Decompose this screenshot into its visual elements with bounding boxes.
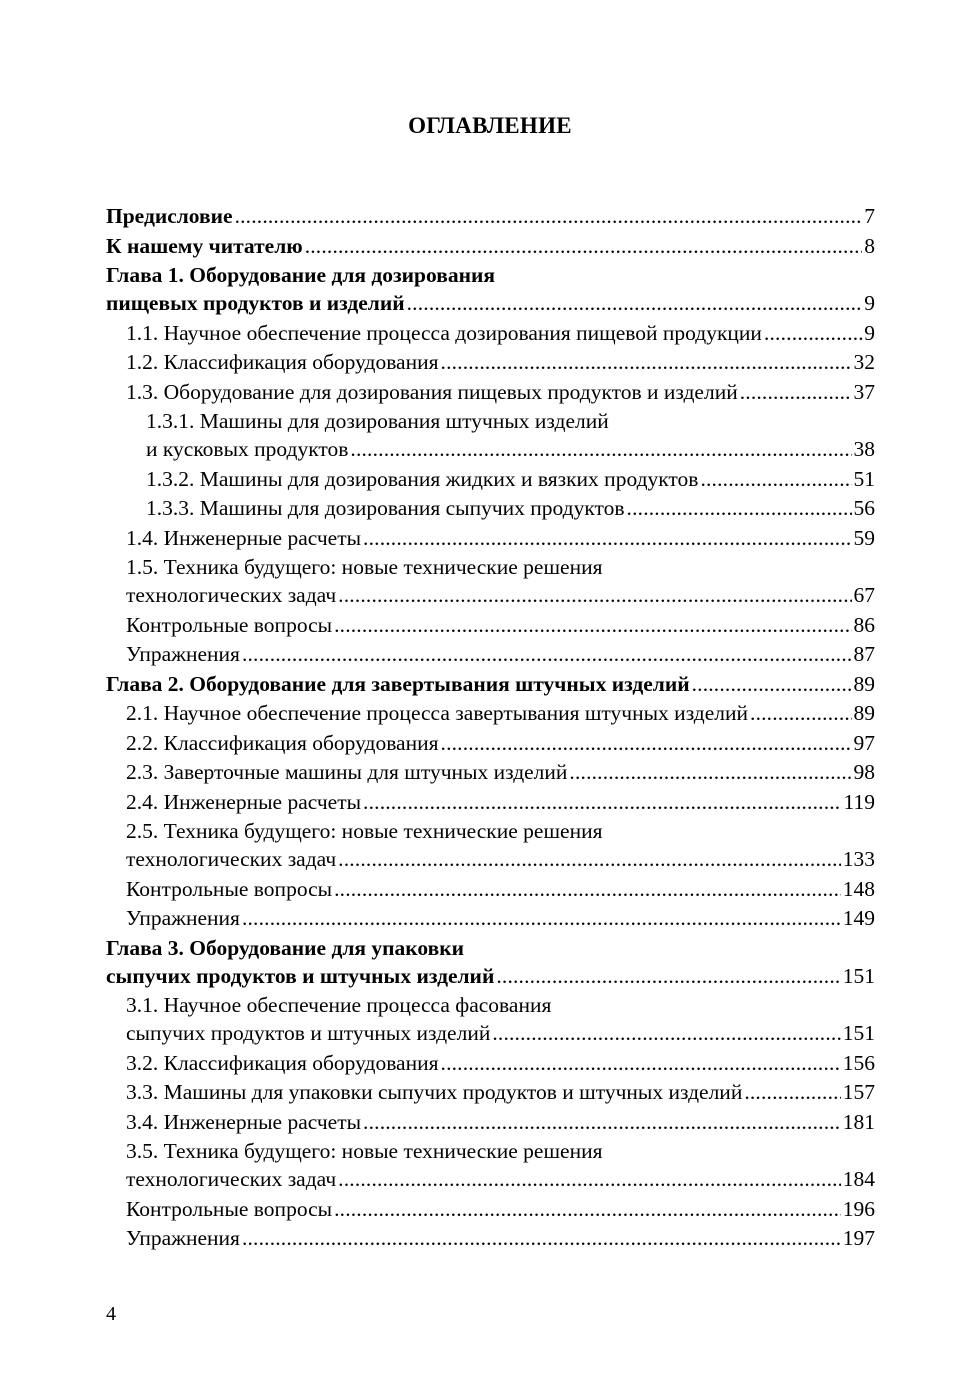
toc-entry[interactable] (126, 758, 875, 786)
toc-entry[interactable] (126, 1049, 875, 1077)
toc-entry-title: Глава 2. Оборудование для завертывания штучных изделий (106, 671, 690, 696)
dot-leader (407, 289, 863, 317)
toc-entry-page: 184 (842, 1167, 875, 1191)
toc-entry-title: 3.4. Инженерные расчеты (126, 1109, 362, 1134)
toc-entry-page: 87 (853, 642, 875, 666)
toc-entry[interactable] (106, 261, 875, 317)
dot-leader (764, 319, 862, 347)
toc-entry-title-line1: 1.3.1. Машины для дозирования штучных изделий (146, 409, 609, 433)
toc-entry-title: технологических задач (126, 847, 337, 871)
toc-entry[interactable] (126, 788, 875, 816)
toc-entry-page: 89 (853, 701, 875, 725)
toc-entry-page: 37 (853, 379, 875, 404)
toc-entry[interactable] (126, 1195, 875, 1223)
dot-leader (334, 1195, 841, 1223)
dot-leader (569, 758, 851, 786)
toc-entry-title: 1.3. Оборудование для дозирования пищевых продуктов и изделий (126, 379, 738, 404)
toc-entry-title: 1.4. Инженерные расчеты (126, 525, 362, 550)
dot-leader (700, 465, 851, 493)
toc-entry-title: и кусковых продуктов (146, 437, 349, 461)
dot-leader (242, 640, 852, 668)
toc-entry[interactable] (126, 378, 875, 406)
toc-entry-title: Контрольные вопросы (126, 1196, 333, 1221)
dot-leader (740, 378, 852, 406)
dot-leader (242, 1224, 841, 1252)
toc-entry-title: Упражнения (126, 1226, 240, 1250)
toc-entry[interactable] (106, 232, 875, 260)
toc-entry-page: 89 (853, 671, 875, 696)
dot-leader (441, 348, 852, 376)
toc-entry-page: 56 (853, 496, 875, 520)
dot-leader (363, 788, 842, 816)
toc-entry[interactable] (126, 611, 875, 639)
toc-entry-page: 9 (864, 320, 875, 345)
dot-leader (492, 1019, 840, 1047)
toc-entry-page: 7 (864, 204, 875, 228)
toc-entry-title-line1: Глава 3. Оборудование для упаковки (106, 935, 464, 960)
toc-entry-page: 67 (853, 583, 875, 607)
toc-entry-title: технологических задач (126, 583, 337, 607)
dot-leader (334, 875, 841, 903)
toc-entry-page: 32 (853, 350, 875, 374)
toc-entry-page: 38 (853, 437, 875, 461)
toc-entry-page: 149 (842, 906, 875, 930)
toc-entry[interactable] (106, 934, 875, 990)
toc-entry[interactable] (126, 875, 875, 903)
toc-entry[interactable] (146, 407, 875, 463)
dot-leader (750, 699, 851, 727)
toc-entry-title: 1.2. Классификация оборудования (126, 350, 439, 374)
toc-entry[interactable] (106, 670, 875, 698)
toc-entry[interactable] (126, 1078, 875, 1106)
table-of-contents (106, 202, 875, 1254)
toc-entry-title: 2.1. Научное обеспечение процесса завертывания штучных изделий (126, 701, 749, 725)
toc-entry-title: 3.3. Машины для упаковки сыпучих продуктов и штучных изделий (126, 1080, 743, 1104)
toc-entry[interactable] (126, 348, 875, 376)
dot-leader (692, 670, 852, 698)
toc-entry-title-line1: 3.1. Научное обеспечение процесса фасования (126, 993, 552, 1017)
toc-entry[interactable] (126, 904, 875, 932)
toc-entry[interactable] (126, 640, 875, 668)
toc-entry-page: 98 (853, 760, 875, 784)
toc-entry-title: Контрольные вопросы (126, 876, 333, 901)
toc-entry-title: сыпучих продуктов и штучных изделий (126, 1021, 491, 1045)
toc-entry-title: 1.3.3. Машины для дозирования сыпучих продуктов (146, 496, 625, 520)
toc-entry-title: 1.3.2. Машины для дозирования жидких и вязких продуктов (146, 466, 699, 491)
toc-entry-page: 86 (853, 612, 875, 637)
dot-leader (338, 581, 851, 609)
toc-entry[interactable] (146, 494, 875, 522)
toc-entry[interactable] (126, 1108, 875, 1136)
dot-leader (305, 232, 863, 260)
toc-entry[interactable] (126, 319, 875, 347)
toc-entry-title: Упражнения (126, 642, 240, 666)
toc-entry-page: 133 (842, 847, 875, 871)
dot-leader (441, 729, 852, 757)
toc-entry-page: 197 (842, 1226, 875, 1250)
toc-entry-title: 2.2. Классификация оборудования (126, 730, 439, 755)
toc-entry-title: технологических задач (126, 1167, 337, 1191)
toc-entry-page: 148 (842, 876, 875, 901)
toc-entry-title: 3.2. Классификация оборудования (126, 1050, 439, 1075)
toc-entry-title-line1: 3.5. Техника будущего: новые технические решения (126, 1139, 603, 1163)
dot-leader (363, 524, 851, 552)
dot-leader (338, 845, 841, 873)
toc-entry[interactable] (106, 202, 875, 230)
dot-leader (627, 494, 852, 522)
page-number: 4 (106, 1303, 116, 1325)
toc-entry[interactable] (126, 1224, 875, 1252)
toc-entry-title-line1: 1.5. Техника будущего: новые технические решения (126, 555, 603, 579)
toc-entry-page: 51 (853, 466, 875, 491)
dot-leader (334, 611, 851, 639)
toc-entry-title: пищевых продуктов и изделий (106, 291, 405, 315)
toc-entry-title: 2.4. Инженерные расчеты (126, 789, 362, 814)
toc-entry-title-line1: Глава 1. Оборудование для дозирования (106, 263, 495, 287)
toc-entry-title: сыпучих продуктов и штучных изделий (106, 963, 495, 988)
toc-entry-page: 8 (864, 233, 875, 258)
toc-entry-page: 196 (842, 1196, 875, 1221)
toc-entry[interactable] (126, 1137, 875, 1193)
toc-entry-page: 9 (864, 291, 875, 315)
toc-entry-title: Контрольные вопросы (126, 612, 333, 637)
toc-entry-title-line1: 2.5. Техника будущего: новые технические решения (126, 819, 603, 843)
toc-entry[interactable] (126, 553, 875, 609)
toc-entry-title: 1.1. Научное обеспечение процесса дозирования пищевой продукции (126, 320, 762, 345)
toc-entry-title: Упражнения (126, 906, 240, 930)
toc-entry[interactable] (126, 699, 875, 727)
toc-entry-page: 157 (842, 1080, 875, 1104)
toc-entry-page: 59 (853, 525, 875, 550)
toc-title: ОГЛАВЛЕНИЕ (408, 113, 572, 138)
toc-entry-page: 181 (842, 1109, 875, 1134)
toc-entry-title: Предисловие (106, 204, 233, 228)
dot-leader (363, 1108, 841, 1136)
toc-entry[interactable] (126, 817, 875, 873)
dot-leader (441, 1049, 841, 1077)
toc-entry-page: 156 (842, 1050, 875, 1075)
toc-entry[interactable] (126, 729, 875, 757)
dot-leader (242, 904, 841, 932)
toc-entry-page: 97 (853, 730, 875, 755)
toc-entry-title: К нашему читателю (106, 233, 303, 258)
toc-entry-title: 2.3. Заверточные машины для штучных изделий (126, 760, 568, 784)
dot-leader (744, 1078, 840, 1106)
toc-entry-page: 151 (842, 963, 875, 988)
toc-entry-page: 119 (843, 789, 875, 814)
dot-leader (496, 962, 840, 990)
toc-entry-page: 151 (842, 1021, 875, 1045)
toc-entry[interactable] (126, 524, 875, 552)
dot-leader (350, 435, 851, 463)
toc-entry[interactable] (126, 991, 875, 1047)
dot-leader (235, 202, 863, 230)
toc-entry[interactable] (146, 465, 875, 493)
dot-leader (338, 1165, 841, 1193)
